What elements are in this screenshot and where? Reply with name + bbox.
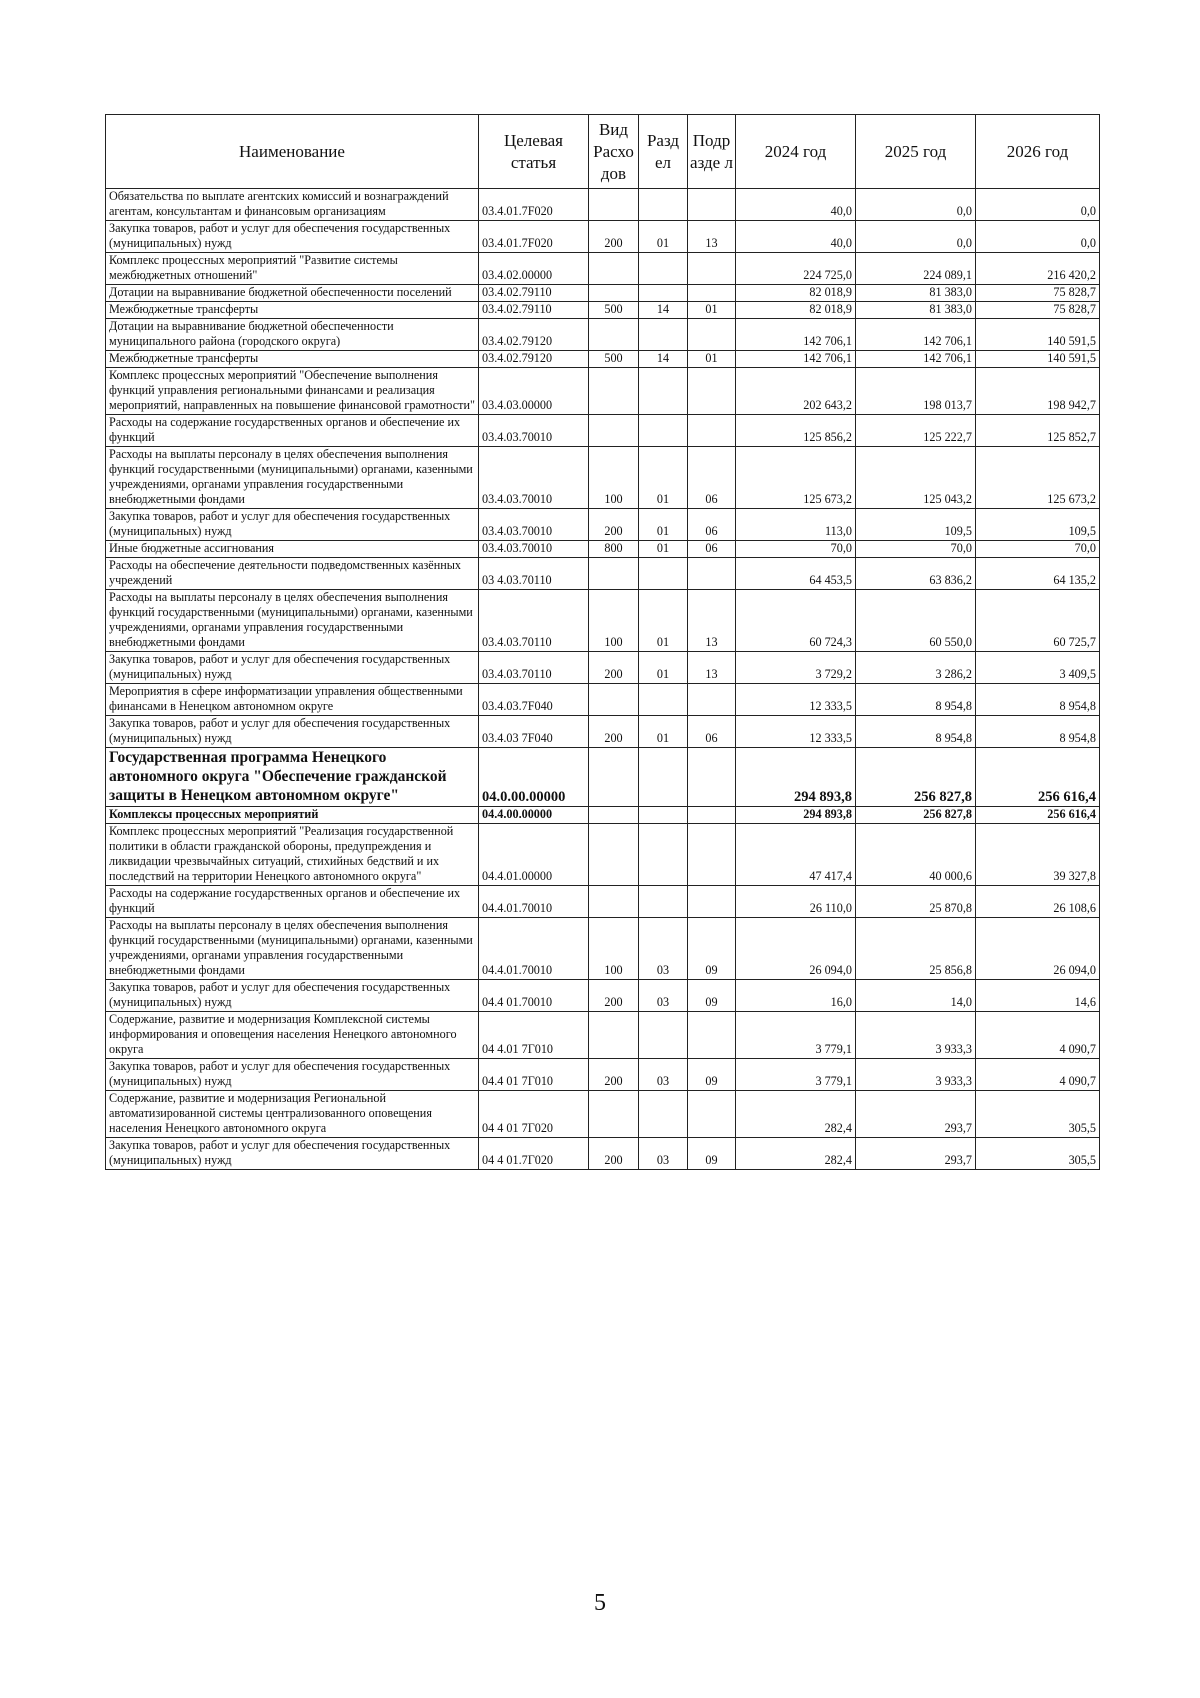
row-amount-2024: 125 673,2 [736,447,856,509]
row-target-article: 03.4.03.70110 [479,590,589,652]
row-amount-2024: 47 417,4 [736,824,856,886]
row-name: Расходы на обеспечение деятельности подведомственных казённых учреждений [106,558,479,590]
row-section [639,368,688,415]
row-amount-2026: 26 108,6 [976,886,1100,918]
table-row [106,1012,1100,1059]
row-expense-type [589,1091,639,1138]
row-expense-type [589,558,639,590]
row-section [639,558,688,590]
row-amount-2026: 140 591,5 [976,351,1100,368]
row-amount-2024: 64 453,5 [736,558,856,590]
header-subsection: Подр азде л [688,115,736,189]
row-section: 01 [639,590,688,652]
row-subsection [688,807,736,824]
row-amount-2025: 25 856,8 [856,918,976,980]
row-target-article: 04.4.00.00000 [479,807,589,824]
table-row [106,980,1100,1012]
row-amount-2024: 60 724,3 [736,590,856,652]
row-expense-type [589,748,639,807]
row-name: Расходы на содержание государственных органов и обеспечение их функций [106,415,479,447]
row-amount-2025: 142 706,1 [856,351,976,368]
header-target-article: Целевая статья [479,115,589,189]
row-section [639,748,688,807]
row-target-article: 03.4.01.7F020 [479,189,589,221]
row-name: Содержание, развитие и модернизация Комплексной системы информирования и оповещения населения Ненецкого автономного округа [106,1012,479,1059]
table-row [106,558,1100,590]
row-target-article: 03.4.01.7F020 [479,221,589,253]
row-target-article: 04 4 01 7Г020 [479,1091,589,1138]
row-name: Закупка товаров, работ и услуг для обеспечения государственных (муниципальных) нужд [106,716,479,748]
table-row [106,415,1100,447]
row-amount-2026: 0,0 [976,189,1100,221]
row-section: 14 [639,302,688,319]
row-name: Расходы на содержание государственных органов и обеспечение их функций [106,886,479,918]
row-target-article: 03.4.03.00000 [479,368,589,415]
row-subsection: 06 [688,716,736,748]
row-amount-2026: 60 725,7 [976,590,1100,652]
row-subsection [688,684,736,716]
row-amount-2026: 305,5 [976,1091,1100,1138]
row-amount-2026: 3 409,5 [976,652,1100,684]
table-row [106,302,1100,319]
row-amount-2025: 293,7 [856,1091,976,1138]
row-section [639,824,688,886]
row-target-article: 03.4.02.79110 [479,285,589,302]
header-expense-type: Вид Расхо дов [589,115,639,189]
row-amount-2024: 3 729,2 [736,652,856,684]
header-row [106,115,1100,189]
page-number: 5 [594,1590,606,1616]
row-expense-type: 200 [589,980,639,1012]
row-amount-2026: 39 327,8 [976,824,1100,886]
row-subsection [688,824,736,886]
row-subsection: 01 [688,351,736,368]
row-amount-2026: 75 828,7 [976,302,1100,319]
row-amount-2026: 305,5 [976,1138,1100,1170]
header-year-2025: 2025 год [856,115,976,189]
header-section: Разд ел [639,115,688,189]
row-expense-type [589,368,639,415]
row-name: Дотации на выравнивание бюджетной обеспеченности муниципального района (городского округа) [106,319,479,351]
row-expense-type [589,253,639,285]
row-amount-2025: 224 089,1 [856,253,976,285]
table-row [106,590,1100,652]
row-target-article: 04.4 01 7Г010 [479,1059,589,1091]
row-amount-2025: 40 000,6 [856,824,976,886]
row-section [639,319,688,351]
row-amount-2024: 294 893,8 [736,807,856,824]
row-amount-2024: 26 110,0 [736,886,856,918]
row-section [639,253,688,285]
row-section [639,415,688,447]
row-target-article: 03.4.03 7F040 [479,716,589,748]
row-name: Содержание, развитие и модернизация Региональной автоматизированной системы централизованного оповещения населения Ненецкого автономного округа [106,1091,479,1138]
row-subsection [688,1012,736,1059]
row-expense-type [589,684,639,716]
table-row [106,221,1100,253]
row-amount-2024: 142 706,1 [736,319,856,351]
row-section: 03 [639,918,688,980]
row-amount-2025: 60 550,0 [856,590,976,652]
row-expense-type: 200 [589,652,639,684]
row-name: Закупка товаров, работ и услуг для обеспечения государственных (муниципальных) нужд [106,1138,479,1170]
row-amount-2024: 224 725,0 [736,253,856,285]
row-amount-2026: 256 616,4 [976,748,1100,807]
table-row [106,541,1100,558]
table-body [106,189,1100,1170]
header-year-2026: 2026 год [976,115,1100,189]
row-amount-2025: 142 706,1 [856,319,976,351]
row-amount-2026: 0,0 [976,221,1100,253]
row-amount-2024: 142 706,1 [736,351,856,368]
row-amount-2026: 75 828,7 [976,285,1100,302]
row-target-article: 03.4.03.70010 [479,447,589,509]
row-subsection: 06 [688,447,736,509]
row-target-article: 04 4.01 7Г010 [479,1012,589,1059]
row-subsection [688,319,736,351]
row-name: Расходы на выплаты персоналу в целях обеспечения выполнения функций государственными (муниципальными) органами, казенными учреждениями, органами управления государственными внебюджетными фондами [106,590,479,652]
table-row [106,319,1100,351]
table-row [106,716,1100,748]
row-amount-2024: 282,4 [736,1091,856,1138]
row-subsection: 06 [688,509,736,541]
row-subsection [688,748,736,807]
row-target-article: 03.4.03.70010 [479,415,589,447]
row-section [639,1012,688,1059]
row-section [639,1091,688,1138]
row-amount-2026: 256 616,4 [976,807,1100,824]
row-target-article: 03.4.02.79120 [479,351,589,368]
row-amount-2024: 40,0 [736,189,856,221]
table-row [106,368,1100,415]
row-amount-2025: 125 222,7 [856,415,976,447]
table-row [106,509,1100,541]
row-expense-type [589,189,639,221]
row-amount-2025: 0,0 [856,189,976,221]
table-row [106,684,1100,716]
table-row [106,253,1100,285]
row-subsection: 01 [688,302,736,319]
row-amount-2026: 4 090,7 [976,1059,1100,1091]
row-amount-2025: 70,0 [856,541,976,558]
row-subsection [688,415,736,447]
row-subsection: 06 [688,541,736,558]
row-amount-2024: 294 893,8 [736,748,856,807]
row-amount-2026: 216 420,2 [976,253,1100,285]
row-target-article: 04.4.01.00000 [479,824,589,886]
table-row [106,824,1100,886]
row-subsection: 09 [688,918,736,980]
row-name: Расходы на выплаты персоналу в целях обеспечения выполнения функций государственными (муниципальными) органами, казенными учреждениями, органами управления государственными внебюджетными фондами [106,918,479,980]
row-name: Мероприятия в сфере информатизации управления общественными финансами в Ненецком автономном округе [106,684,479,716]
row-expense-type: 200 [589,716,639,748]
row-target-article: 04.0.00.00000 [479,748,589,807]
row-target-article: 03.4.02.79120 [479,319,589,351]
row-target-article: 04.4.01.70010 [479,918,589,980]
row-amount-2025: 8 954,8 [856,716,976,748]
table-row [106,886,1100,918]
row-subsection: 09 [688,1059,736,1091]
row-expense-type [589,807,639,824]
row-amount-2025: 8 954,8 [856,684,976,716]
row-name: Комплекс процессных мероприятий "Обеспечение выполнения функций управления региональными финансами и реализация мероприятий, направленных на повышение финансовой грамотности" [106,368,479,415]
row-amount-2026: 14,6 [976,980,1100,1012]
row-section [639,285,688,302]
row-expense-type [589,319,639,351]
row-amount-2025: 25 870,8 [856,886,976,918]
row-target-article: 03.4.03.70010 [479,541,589,558]
row-section: 01 [639,716,688,748]
row-amount-2024: 12 333,5 [736,716,856,748]
row-name: Дотации на выравнивание бюджетной обеспеченности поселений [106,285,479,302]
row-name: Закупка товаров, работ и услуг для обеспечения государственных (муниципальных) нужд [106,509,479,541]
row-amount-2024: 113,0 [736,509,856,541]
row-expense-type: 200 [589,1059,639,1091]
row-amount-2026: 125 852,7 [976,415,1100,447]
row-section: 03 [639,1138,688,1170]
row-expense-type [589,415,639,447]
row-amount-2026: 140 591,5 [976,319,1100,351]
header-name: Наименование [106,115,479,189]
row-amount-2025: 293,7 [856,1138,976,1170]
row-section: 03 [639,1059,688,1091]
row-name: Межбюджетные трансферты [106,351,479,368]
row-expense-type [589,824,639,886]
row-expense-type: 100 [589,447,639,509]
table-row [106,447,1100,509]
row-expense-type: 500 [589,351,639,368]
table-row [106,807,1100,824]
row-expense-type [589,285,639,302]
row-amount-2024: 40,0 [736,221,856,253]
table-row [106,1138,1100,1170]
row-subsection [688,1091,736,1138]
row-target-article: 04.4.01.70010 [479,886,589,918]
row-section [639,189,688,221]
table-row [106,351,1100,368]
row-section: 01 [639,447,688,509]
table-row [106,748,1100,807]
row-subsection: 09 [688,1138,736,1170]
row-subsection [688,368,736,415]
row-name: Комплекс процессных мероприятий "Реализация государственной политики в области гражданской обороны, предупреждения и ликвидации чрезвычайных ситуаций, стихийных бедствий и их последствий на территории Ненецкого автономного округа" [106,824,479,886]
table-row [106,918,1100,980]
table-row [106,652,1100,684]
row-amount-2026: 4 090,7 [976,1012,1100,1059]
row-amount-2024: 26 094,0 [736,918,856,980]
row-amount-2025: 3 933,3 [856,1012,976,1059]
row-name: Межбюджетные трансферты [106,302,479,319]
row-amount-2025: 81 383,0 [856,285,976,302]
row-name: Закупка товаров, работ и услуг для обеспечения государственных (муниципальных) нужд [106,221,479,253]
row-amount-2026: 26 094,0 [976,918,1100,980]
row-amount-2025: 0,0 [856,221,976,253]
row-amount-2025: 256 827,8 [856,748,976,807]
row-amount-2025: 109,5 [856,509,976,541]
row-amount-2024: 125 856,2 [736,415,856,447]
row-amount-2024: 3 779,1 [736,1012,856,1059]
row-section: 14 [639,351,688,368]
row-target-article: 03.4.02.00000 [479,253,589,285]
row-name: Закупка товаров, работ и услуг для обеспечения государственных (муниципальных) нужд [106,1059,479,1091]
row-amount-2025: 125 043,2 [856,447,976,509]
row-expense-type: 100 [589,918,639,980]
row-expense-type: 200 [589,221,639,253]
row-section: 01 [639,652,688,684]
row-expense-type: 500 [589,302,639,319]
row-section [639,807,688,824]
row-name: Государственная программа Ненецкого автономного округа "Обеспечение гражданской защиты в Ненецком автономном округе" [106,748,479,807]
row-amount-2024: 82 018,9 [736,302,856,319]
table-row [106,1059,1100,1091]
row-subsection [688,253,736,285]
row-expense-type [589,1012,639,1059]
row-section: 01 [639,221,688,253]
row-amount-2026: 8 954,8 [976,684,1100,716]
table-row [106,1091,1100,1138]
row-expense-type: 100 [589,590,639,652]
row-amount-2025: 63 836,2 [856,558,976,590]
row-name: Комплексы процессных мероприятий [106,807,479,824]
table-row [106,189,1100,221]
row-amount-2025: 256 827,8 [856,807,976,824]
row-target-article: 03.4.03.70110 [479,652,589,684]
row-name: Закупка товаров, работ и услуг для обеспечения государственных (муниципальных) нужд [106,980,479,1012]
row-amount-2025: 3 933,3 [856,1059,976,1091]
row-amount-2025: 3 286,2 [856,652,976,684]
row-subsection [688,285,736,302]
row-subsection [688,189,736,221]
row-target-article: 04 4 01.7Г020 [479,1138,589,1170]
row-target-article: 03 4.03.70110 [479,558,589,590]
row-amount-2024: 282,4 [736,1138,856,1170]
row-amount-2026: 8 954,8 [976,716,1100,748]
row-name: Расходы на выплаты персоналу в целях обеспечения выполнения функций государственными (муниципальными) органами, казенными учреждениями, органами управления государственными внебюджетными фондами [106,447,479,509]
row-amount-2024: 82 018,9 [736,285,856,302]
row-expense-type: 200 [589,1138,639,1170]
header-year-2024: 2024 год [736,115,856,189]
row-amount-2026: 64 135,2 [976,558,1100,590]
row-expense-type: 200 [589,509,639,541]
row-name: Закупка товаров, работ и услуг для обеспечения государственных (муниципальных) нужд [106,652,479,684]
row-amount-2024: 16,0 [736,980,856,1012]
row-section [639,886,688,918]
row-amount-2025: 198 013,7 [856,368,976,415]
budget-table [105,114,1100,1170]
row-expense-type [589,886,639,918]
row-subsection [688,558,736,590]
row-expense-type: 800 [589,541,639,558]
row-subsection: 09 [688,980,736,1012]
row-section: 01 [639,541,688,558]
row-amount-2026: 125 673,2 [976,447,1100,509]
row-amount-2026: 109,5 [976,509,1100,541]
row-amount-2025: 81 383,0 [856,302,976,319]
row-target-article: 03.4.03.7F040 [479,684,589,716]
row-name: Иные бюджетные ассигнования [106,541,479,558]
table-row [106,285,1100,302]
row-target-article: 03.4.02.79110 [479,302,589,319]
row-amount-2026: 198 942,7 [976,368,1100,415]
row-amount-2024: 70,0 [736,541,856,558]
row-amount-2024: 3 779,1 [736,1059,856,1091]
row-subsection: 13 [688,221,736,253]
row-amount-2024: 202 643,2 [736,368,856,415]
row-subsection: 13 [688,590,736,652]
row-amount-2024: 12 333,5 [736,684,856,716]
row-target-article: 03.4.03.70010 [479,509,589,541]
row-section [639,684,688,716]
row-name: Комплекс процессных мероприятий "Развитие системы межбюджетных отношений" [106,253,479,285]
row-subsection [688,886,736,918]
row-target-article: 04.4 01.70010 [479,980,589,1012]
row-subsection: 13 [688,652,736,684]
row-section: 01 [639,509,688,541]
row-amount-2025: 14,0 [856,980,976,1012]
row-section: 03 [639,980,688,1012]
row-amount-2026: 70,0 [976,541,1100,558]
row-name: Обязательства по выплате агентских комиссий и вознаграждений агентам, консультантам и финансовым организациям [106,189,479,221]
